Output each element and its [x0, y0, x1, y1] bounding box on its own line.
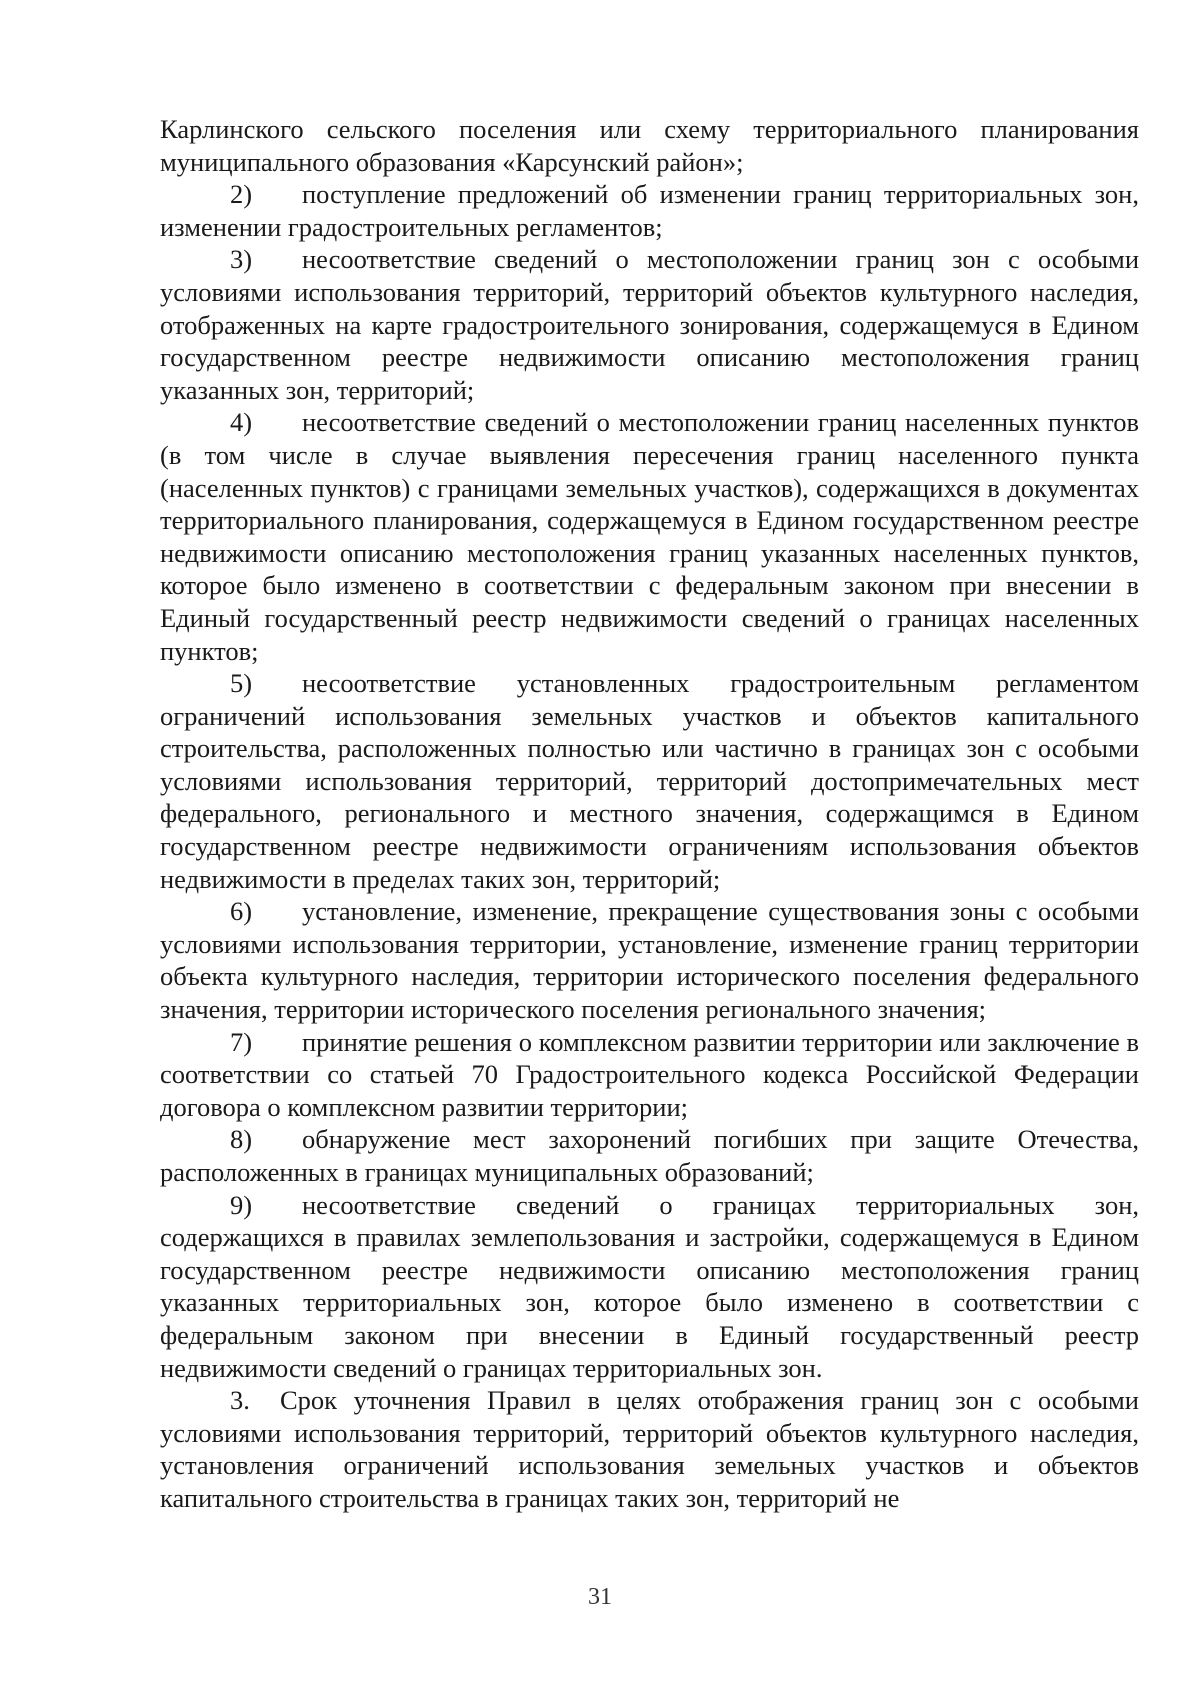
- item-number: 9): [230, 1189, 253, 1220]
- item-number: 5): [230, 668, 253, 699]
- list-item: [160, 667, 1139, 895]
- list-item: [160, 1026, 1139, 1124]
- list-item: [160, 178, 1139, 243]
- list-item: [160, 1189, 1139, 1385]
- page-number: 31: [588, 1584, 612, 1610]
- item-number: 3): [230, 244, 253, 275]
- item-number: 4): [230, 407, 253, 438]
- section-paragraph: [160, 1384, 1139, 1514]
- list-item: [160, 243, 1139, 406]
- item-text: несоответствие сведений о границах территориальных зон, содержащихся в правилах землепользования и застройки, содержащемуся в Едином государственном реестре недвижимости описанию местоположения границ указанных территориальных зон, которое было изменено в соответствии с федеральным законом при внесении в Единый государственный реестр недвижимости сведений о границах территориальных зон.: [160, 1189, 1139, 1383]
- item-number: 6): [230, 896, 253, 927]
- item-number: 8): [230, 1124, 253, 1155]
- item-text: несоответствие установленных градостроительным регламентом ограничений использования земельных участков и объектов капитального строительства, расположенных полностью или частично в границах зон с особыми условиями использования территорий, территорий достопримечательных мест федерального, регионального и местного значения, содержащимся в Едином государственном реестре недвижимости ограничениям использования объектов недвижимости в пределах таких зон, территорий;: [160, 668, 1139, 894]
- list-item: [160, 895, 1139, 1025]
- continuation-paragraph: Карлинского сельского поселения или схему территориального планирования муниципального образования «Карсунский район»;: [160, 114, 1139, 177]
- section-text: Срок уточнения Правил в целях отображения границ зон с особыми условиями использования территорий, территорий объектов культурного наследия, установления ограничений использования земельных участков и объектов капитального строительства в границах таких зон, территорий не: [160, 1385, 1139, 1513]
- item-number: 2): [230, 179, 253, 210]
- item-text: несоответствие сведений о местоположении границ населенных пунктов (в том числе в случае выявления пересечения границ населенного пункта (населенных пунктов) с границами земельных участков), содержащихся в документах территориального планирования, содержащемуся в Едином государственном реестре недвижимости описанию местоположения границ указанных населенных пунктов, которое было изменено в соответствии с федеральным законом при внесении в Единый государственный реестр недвижимости сведений о границах населенных пунктов;: [160, 407, 1139, 666]
- section-number: 3.: [230, 1385, 250, 1416]
- item-text: установление, изменение, прекращение существования зоны с особыми условиями использования территории, установление, изменение границ территории объекта культурного наследия, территории исторического поселения федерального значения, территории исторического поселения регионального значения;: [160, 896, 1139, 1025]
- item-text: принятие решения о комплексном развитии территории или заключение в соответствии со статьей 70 Градостроительного кодекса Российской Федерации договора о комплексном развитии территории;: [160, 1026, 1139, 1122]
- item-text: несоответствие сведений о местоположении границ зон с особыми условиями использования территорий, территорий объектов культурного наследия, отображенных на карте градостроительного зонирования, содержащемуся в Едином государственном реестре недвижимости описанию местоположения границ указанных зон, территорий;: [160, 244, 1139, 405]
- list-item: [160, 1123, 1139, 1188]
- item-number: 7): [230, 1026, 253, 1057]
- item-text: обнаружение мест захоронений погибших при защите Отечества, расположенных в границах муниципальных образований;: [160, 1124, 1139, 1187]
- item-text: поступление предложений об изменении границ территориальных зон, изменении градостроительных регламентов;: [160, 179, 1139, 242]
- list-item: [160, 406, 1139, 667]
- document-body: [160, 113, 1139, 1515]
